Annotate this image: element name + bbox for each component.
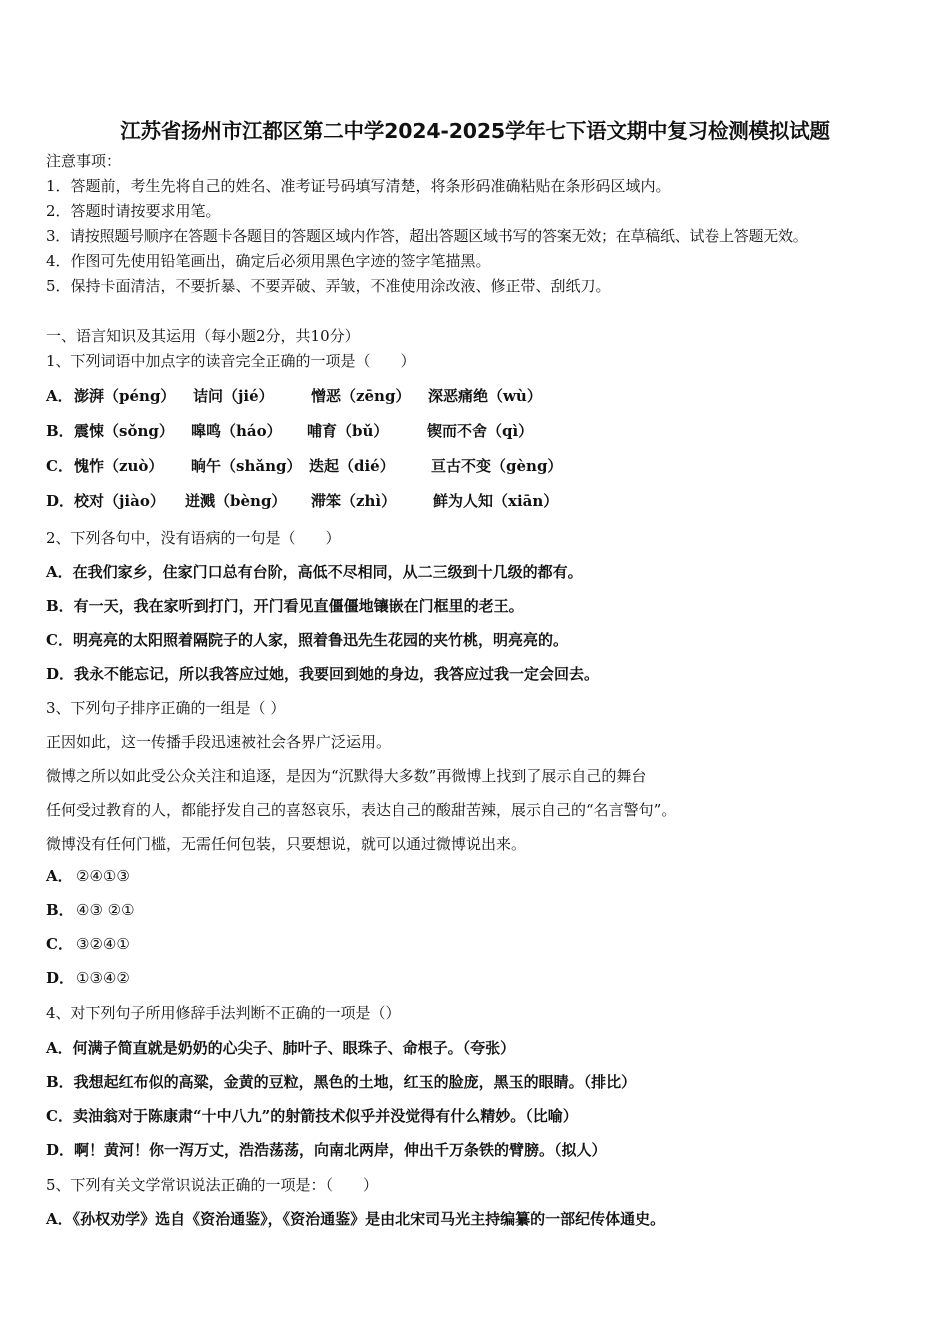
- q1-option-word: 鲜为人知（xiān）: [433, 492, 559, 510]
- question-5-stem: 5、下列有关文学常识说法正确的一项是：（ ）: [46, 1176, 379, 1194]
- q1-option-c-label: C．: [46, 457, 73, 475]
- q1-option-b-label: B．: [46, 422, 74, 440]
- document-title: 江苏省扬州市江都区第二中学2024-2025学年七下语文期中复习检测模拟试题: [120, 119, 830, 143]
- q1-option-word: 憎恶（zēng）: [311, 387, 411, 405]
- question-2-stem: 2、下列各句中，没有语病的一句是（ ）: [46, 529, 341, 547]
- q4-option: A．何满子简直就是奶奶的心尖子、肺叶子、眼珠子、命根子。（夸张）: [46, 1039, 516, 1057]
- q4-option: C．卖油翁对于陈康肃“十中八九”的射箭技术似乎并没觉得有什么精妙。（比喻）: [46, 1107, 578, 1125]
- notice-item: 5．保持卡面清洁，不要折暴、不要弄破、弄皱，不准使用涂改液、修正带、刮纸刀。: [46, 277, 611, 295]
- q1-option-word: 迸溅（bèng）: [185, 492, 287, 510]
- q1-option-d-label: D．: [46, 492, 75, 510]
- q1-option-word: 迭起（dié）: [309, 457, 395, 475]
- q1-option-word: 嗥鸣（háo）: [191, 422, 282, 440]
- q1-option-word: 深恶痛绝（wù）: [428, 387, 542, 405]
- q3-option-label: B．: [46, 901, 74, 919]
- notice-heading: 注意事项：: [46, 152, 122, 170]
- q3-option-label: C．: [46, 935, 73, 953]
- q2-option: A．在我们家乡，住家门口总有台阶，高低不尽相同，从二三级到十几级的都有。: [46, 563, 583, 581]
- q3-option-text: ③②④①: [76, 935, 130, 953]
- section-heading: 一、语言知识及其运用（每小题2分，共10分）: [46, 327, 360, 345]
- notice-item: 1．答题前，考生先将自己的姓名、准考证号码填写清楚，将条形码准确粘贴在条形码区域内。: [46, 177, 671, 195]
- q3-option-text: ②④①③: [76, 867, 130, 885]
- q1-option-word: 亘古不变（gèng）: [431, 457, 563, 475]
- notice-item: 3．请按照题号顺序在答题卡各题目的答题区域内作答，超出答题区域书写的答案无效；在草稿纸、试卷上答题无效。: [46, 227, 808, 245]
- question-3-stem: 3、下列句子排序正确的一组是（ ）: [46, 699, 286, 717]
- question-4-stem: 4、对下列句子所用修辞手法判断不正确的一项是（）: [46, 1004, 401, 1022]
- notice-item: 2．答题时请按要求用笔。: [46, 202, 221, 220]
- q1-option-word: 锲而不舍（qì）: [427, 422, 534, 440]
- q4-option: D．啊！黄河！你一泻万丈，浩浩荡荡，向南北两岸，伸出千万条铁的臂膀。（拟人）: [46, 1141, 607, 1159]
- q1-option-word: 哺育（bǔ）: [307, 422, 389, 440]
- q1-option-word: 震悚（sǒng）: [74, 422, 174, 440]
- q4-option: B．我想起红布似的高粱，金黄的豆粒，黑色的土地，红玉的脸庞，黑玉的眼睛。（排比）: [46, 1073, 637, 1091]
- q3-option-label: A．: [46, 867, 73, 885]
- q3-option-label: D．: [46, 969, 75, 987]
- q1-option-a-label: A．: [46, 387, 73, 405]
- q5-option: A．《孙权劝学》选自《资治通鉴》，《资治通鉴》是由北宋司马光主持编纂的一部纪传体通史。: [46, 1210, 666, 1228]
- q2-option: D．我永不能忘记，所以我答应过她，我要回到她的身边，我答应过我一定会回去。: [46, 665, 600, 683]
- q1-option-word: 校对（jiào）: [74, 492, 165, 510]
- q3-option-text: ①③④②: [76, 969, 130, 987]
- question-1-stem: 1、下列词语中加点字的读音完全正确的一项是（ ）: [46, 352, 416, 370]
- q1-option-word: 滞笨（zhì）: [311, 492, 397, 510]
- q1-option-word: 晌午（shǎng）: [191, 457, 302, 475]
- q3-sentence: 任何受过教育的人，都能抒发自己的喜怒哀乐，表达自己的酸甜苦辣，展示自己的“名言警句”。: [46, 801, 677, 819]
- q3-sentence: 正因如此，这一传播手段迅速被社会各界广泛运用。: [46, 733, 392, 751]
- q2-option: C．明亮亮的太阳照着隔院子的人家，照着鲁迅先生花园的夹竹桃，明亮亮的。: [46, 631, 568, 649]
- q1-option-word: 澎湃（péng）: [74, 387, 176, 405]
- q3-sentence: 微博之所以如此受公众关注和追逐，是因为“沉默得大多数”再微博上找到了展示自己的舞台: [46, 767, 647, 785]
- q3-option-text: ④③ ②①: [76, 901, 135, 919]
- notice-item: 4．作图可先使用铅笔画出，确定后必须用黑色字迹的签字笔描黑。: [46, 252, 491, 270]
- q1-option-word: 诘问（jié）: [193, 387, 274, 405]
- q1-option-word: 愧怍（zuò）: [74, 457, 164, 475]
- q3-sentence: 微博没有任何门槛，无需任何包装，只要想说，就可以通过微博说出来。: [46, 835, 527, 853]
- q2-option: B．有一天，我在家听到打门，开门看见直僵僵地镶嵌在门框里的老王。: [46, 597, 524, 615]
